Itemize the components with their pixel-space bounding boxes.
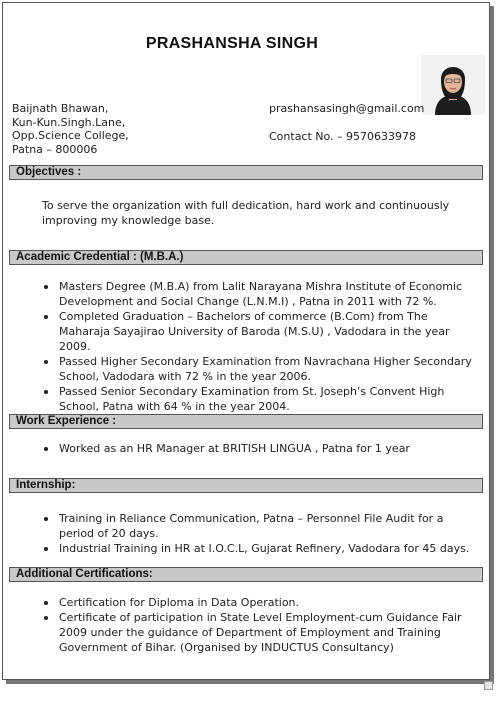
profile-photo (421, 55, 485, 115)
address-line: Opp.Science College, (12, 129, 129, 142)
page-shadow (6, 680, 494, 684)
academic-heading: Academic Credential : (M.B.A.) (9, 250, 483, 265)
list-item (44, 309, 474, 354)
list-item (44, 384, 474, 414)
list-item (44, 595, 474, 610)
bullet-icon (44, 285, 48, 289)
work-heading: Work Experience : (9, 414, 483, 429)
phone-text: Contact No. – 9570633978 (269, 129, 417, 143)
certifications-heading: Additional Certifications: (9, 567, 483, 582)
list-item-text: Industrial Training in HR at I.O.C.L, Gujarat Refinery, Vadodara for 45 days. (59, 542, 470, 555)
bullet-icon (44, 547, 48, 551)
list-item-text: Training in Reliance Communication, Patna – Personnel File Audit for a period of 20 days. (59, 512, 444, 540)
bullet-icon (44, 517, 48, 521)
list-item-text: Completed Graduation – Bachelors of commerce (B.Com) from The Maharaja Sayajirao University of Baroda (M.S.U) , Vadodara in the year 2009. (59, 310, 450, 353)
list-item-text: Worked as an HR Manager at BRITISH LINGUA , Patna for 1 year (59, 442, 410, 455)
list-item (44, 610, 474, 655)
address-line: Baijnath Bhawan, (12, 102, 109, 115)
list-item-text: Certification for Diploma in Data Operation. (59, 596, 300, 609)
internship-heading: Internship: (9, 478, 483, 493)
bullet-icon (44, 360, 48, 364)
bullet-icon (44, 447, 48, 451)
resize-handle[interactable] (484, 681, 493, 690)
email-text[interactable]: prashansasingh@gmail.com (269, 102, 425, 115)
profile-photo-image (421, 55, 485, 115)
list-item-text: Certificate of participation in State Level Employment-cum Guidance Fair 2009 under the guidance of Department of Employment and Training Government of Bihar. (Organised by INDUCTUS Consultancy) (59, 611, 462, 654)
academic-list (44, 279, 474, 414)
list-item (44, 511, 474, 541)
list-item (44, 541, 474, 556)
objectives-heading: Objectives : (9, 165, 483, 180)
address-block (12, 102, 129, 156)
address-line: Patna – 800006 (12, 142, 98, 156)
list-item (44, 354, 474, 384)
objectives-text: To serve the organization with full dedication, hard work and continuously improving my knowledge base. (42, 199, 450, 227)
list-item-text: Masters Degree (M.B.A) from Lalit Narayana Mishra Institute of Economic Development and Social Change (L.N.M.I) , Patna in 2011 with 72 %. (59, 280, 463, 308)
bullet-icon (44, 390, 48, 394)
contact-block (269, 102, 424, 143)
candidate-name: PRASHANSHA SINGH (145, 35, 319, 52)
internship-list (44, 511, 474, 556)
bullet-icon (44, 616, 48, 620)
list-item (44, 441, 474, 456)
certifications-list (44, 595, 474, 655)
list-item-text: Passed Senior Secondary Examination from St. Joseph’s Convent High School, Patna with 64 % in the year 2004. (59, 385, 445, 413)
bullet-icon (44, 601, 48, 605)
list-item (44, 279, 474, 309)
page-shadow (490, 6, 494, 682)
bullet-icon (44, 315, 48, 319)
address-line: Kun-Kun.Singh.Lane, (12, 115, 126, 129)
list-item-text: Passed Higher Secondary Examination from Navrachana Higher Secondary School, Vadodara with 72 % in the year 2006. (59, 355, 472, 383)
work-list (44, 441, 474, 456)
